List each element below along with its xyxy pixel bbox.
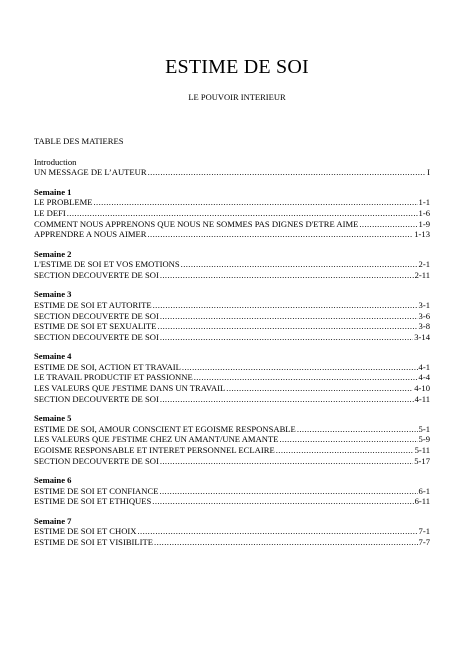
- toc-entry-page: 4-10: [414, 383, 430, 394]
- toc-entry: [34, 197, 430, 208]
- toc-entry: [34, 445, 430, 456]
- toc-entry-title: ESTIME DE SOI, AMOUR CONSCIENT ET EGOISME RESPONSABLE: [34, 423, 296, 434]
- toc-entry-title: APPRENDRE A NOUS AIMER: [34, 229, 147, 240]
- toc-entry: [34, 300, 430, 311]
- toc-entry-page: 7-7: [418, 536, 430, 547]
- toc-entry-title: SECTION DECOUVERTE DE SOI: [34, 393, 159, 404]
- toc-entry: [34, 332, 430, 343]
- toc-entry: [34, 372, 430, 383]
- toc-body: [34, 157, 430, 548]
- toc-entry-page: 3-8: [418, 321, 430, 332]
- toc-dot-leader: [137, 526, 417, 537]
- toc-entry: [34, 394, 430, 405]
- toc-dot-leader: [160, 394, 414, 405]
- document-subtitle: LE POUVOIR INTERIEUR: [188, 92, 286, 102]
- toc-dot-leader: [154, 537, 418, 548]
- section-label: Introduction: [34, 156, 77, 167]
- toc-dot-leader: [359, 219, 417, 230]
- toc-entry: [34, 321, 430, 332]
- toc-entry: [34, 496, 430, 507]
- toc-dot-leader: [194, 372, 418, 383]
- toc-entry: [34, 270, 430, 281]
- toc-heading: TABLE DES MATIERES: [34, 136, 124, 146]
- week-heading: Semaine 7: [34, 515, 72, 526]
- toc-entry-page: 6-1: [418, 485, 430, 496]
- toc-entry-page: 1-6: [418, 207, 430, 218]
- table-of-contents: [34, 136, 430, 556]
- toc-section-week: [34, 475, 430, 507]
- toc-dot-leader: [158, 321, 418, 332]
- toc-dot-leader: [182, 362, 418, 373]
- toc-entry-page: 1-1: [418, 197, 430, 208]
- toc-entry: [34, 486, 430, 497]
- toc-entry: [34, 259, 430, 270]
- week-heading: Semaine 1: [34, 186, 72, 197]
- toc-entry-page: 4-4: [418, 372, 430, 383]
- document-title: ESTIME DE SOI: [165, 56, 309, 78]
- toc-entry-title: LE DEFI: [34, 207, 66, 218]
- toc-entry-page: 5-17: [414, 455, 430, 466]
- toc-entry-title: L'ESTIME DE SOI ET VOS EMOTIONS: [34, 259, 180, 270]
- toc-section-week: [34, 249, 430, 281]
- toc-dot-leader: [153, 300, 418, 311]
- toc-dot-leader: [67, 208, 418, 219]
- week-heading: Semaine 4: [34, 351, 72, 362]
- toc-dot-leader: [160, 456, 413, 467]
- week-heading: Semaine 2: [34, 248, 72, 259]
- toc-entry-page: 4-11: [414, 393, 430, 404]
- toc-entry: [34, 362, 430, 373]
- toc-entry-page: 6-11: [414, 496, 430, 507]
- toc-entry-title: ESTIME DE SOI, ACTION ET TRAVAIL: [34, 361, 181, 372]
- toc-dot-leader: [148, 167, 427, 178]
- toc-entry-title: LES VALEURS QUE J'ESTIME CHEZ UN AMANT/UNE AMANTE: [34, 434, 279, 445]
- toc-entry-title: ESTIME DE SOI ET CHOIX: [34, 526, 137, 537]
- toc-entry-title: ESTIME DE SOI ET ETHIQUES: [34, 496, 152, 507]
- toc-dot-leader: [94, 197, 418, 208]
- toc-entry: [34, 167, 430, 178]
- toc-entry-page: 2-11: [414, 269, 430, 280]
- toc-section-intro: [34, 157, 430, 178]
- toc-entry-page: 3-14: [414, 331, 430, 342]
- toc-entry-title: LE TRAVAIL PRODUCTIF ET PASSIONNE: [34, 372, 193, 383]
- toc-entry-title: ESTIME DE SOI ET SEXUALITE: [34, 321, 157, 332]
- toc-entry-page: I: [427, 167, 430, 178]
- week-heading: Semaine 6: [34, 474, 72, 485]
- toc-dot-leader: [159, 486, 417, 497]
- toc-entry: [34, 208, 430, 219]
- toc-entry-page: 5-11: [414, 445, 430, 456]
- toc-entry-title: UN MESSAGE DE L’AUTEUR: [34, 167, 147, 178]
- toc-section-week: [34, 187, 430, 240]
- toc-dot-leader: [226, 383, 413, 394]
- toc-dot-leader: [147, 229, 413, 240]
- toc-entry-page: 2-1: [418, 259, 430, 270]
- toc-dot-leader: [160, 332, 413, 343]
- toc-entry: [34, 229, 430, 240]
- toc-dot-leader: [152, 496, 413, 507]
- week-heading: Semaine 3: [34, 289, 72, 300]
- toc-entry: [34, 383, 430, 394]
- toc-entry-title: ESTIME DE SOI ET AUTORITE: [34, 299, 152, 310]
- toc-section-week: [34, 351, 430, 404]
- toc-dot-leader: [276, 445, 414, 456]
- toc-entry-title: SECTION DECOUVERTE DE SOI: [34, 310, 159, 321]
- toc-entry: [34, 219, 430, 230]
- toc-entry: [34, 434, 430, 445]
- toc-dot-leader: [160, 270, 414, 281]
- toc-entry-title: LE PROBLEME: [34, 197, 93, 208]
- toc-entry-title: ESTIME DE SOI ET VISIBILITE: [34, 536, 154, 547]
- toc-entry: [34, 526, 430, 537]
- toc-entry-page: 1-9: [418, 218, 430, 229]
- toc-entry-page: 1-13: [414, 229, 430, 240]
- toc-section-week: [34, 516, 430, 548]
- toc-entry-page: 5-9: [418, 434, 430, 445]
- toc-entry-title: EGOISME RESPONSABLE ET INTERET PERSONNEL ECLAIRE: [34, 445, 275, 456]
- toc-entry-page: 3-6: [418, 310, 430, 321]
- toc-entry-page: 7-1: [418, 526, 430, 537]
- toc-entry-title: ESTIME DE SOI ET CONFIANCE: [34, 485, 159, 496]
- toc-entry-title: LES VALEURS QUE J'ESTIME DANS UN TRAVAIL: [34, 383, 226, 394]
- toc-entry: [34, 456, 430, 467]
- toc-entry-title: COMMENT NOUS APPRENONS QUE NOUS NE SOMMES PAS DIGNES D'ETRE AIME: [34, 218, 359, 229]
- toc-entry-page: 4-1: [418, 361, 430, 372]
- toc-entry-page: 5-1: [418, 423, 430, 434]
- toc-section-week: [34, 289, 430, 342]
- toc-entry: [34, 537, 430, 548]
- toc-entry-title: SECTION DECOUVERTE DE SOI: [34, 269, 159, 280]
- toc-dot-leader: [181, 259, 418, 270]
- toc-entry-page: 3-1: [418, 299, 430, 310]
- toc-dot-leader: [160, 311, 418, 322]
- toc-entry-title: SECTION DECOUVERTE DE SOI: [34, 331, 159, 342]
- toc-dot-leader: [297, 424, 418, 435]
- week-heading: Semaine 5: [34, 413, 72, 424]
- toc-section-week: [34, 413, 430, 466]
- toc-entry: [34, 424, 430, 435]
- toc-entry-title: SECTION DECOUVERTE DE SOI: [34, 455, 159, 466]
- toc-entry: [34, 311, 430, 322]
- toc-dot-leader: [279, 434, 417, 445]
